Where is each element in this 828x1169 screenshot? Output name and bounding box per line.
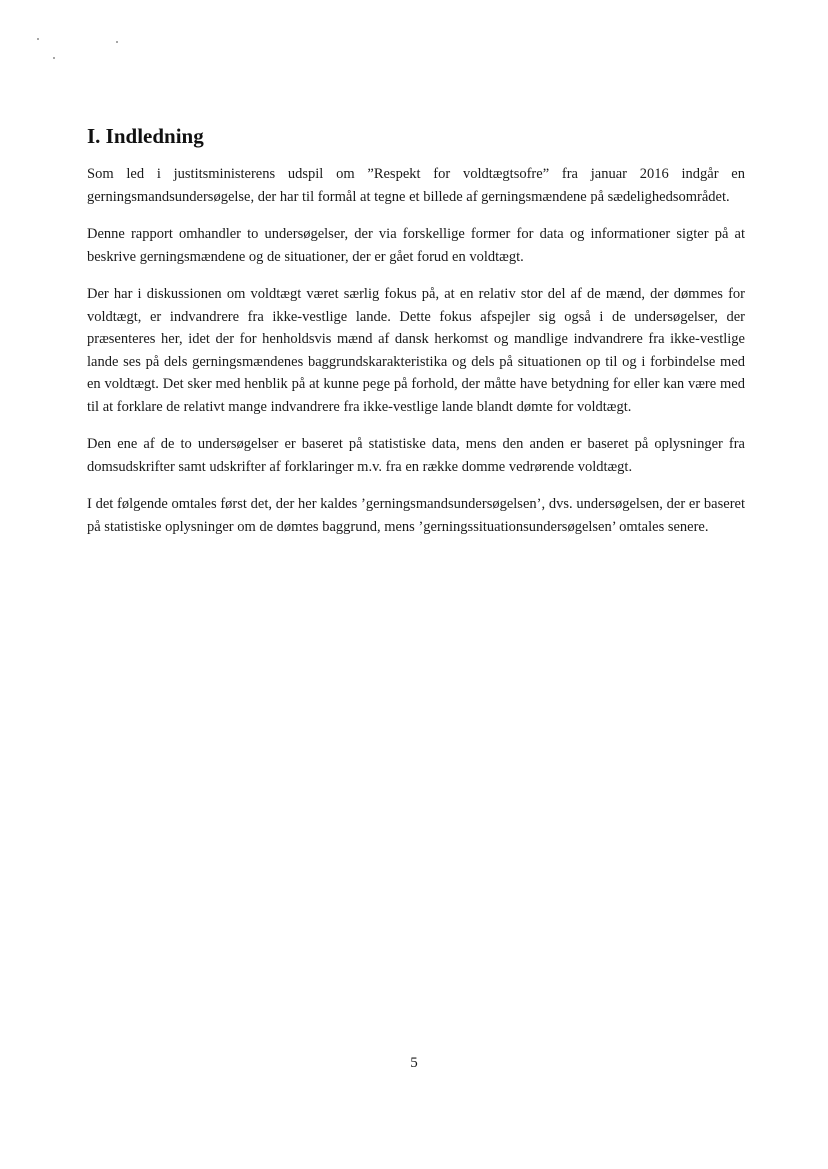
section-heading: I. Indledning (87, 124, 204, 148)
paragraph-data-sources: Den ene af de to undersøgelser er baseret på statistiske data, mens den anden er baseret på oplysninger fra domsudskrifter samt udskrifter af forklaringer m.v. fra en række domme vedrørende voldtægt. (87, 436, 745, 475)
paragraph-report-scope: Denne rapport omhandler to undersøgelser, der via forskellige former for data og informationer sigter på at beskrive gerningsmændene og de situationer, der er gået forud en voldtægt. (87, 226, 745, 265)
paragraph-intro: Som led i justitsministerens udspil om ”Respekt for voldtægtsofre” fra januar 2016 indgår en gerningsmandsundersøgelse, der har til formål at tegne et billede af gerningsmændene på sædelighedsområdet. (87, 166, 745, 205)
page-content (87, 122, 745, 553)
scan-speck (53, 57, 55, 59)
paragraph-outline: I det følgende omtales først det, der her kaldes ’gerningsmandsundersøgelsen’, dvs. undersøgelsen, der er baseret på statistiske oplysninger om de dømtes baggrund, mens ’gerningssituationsundersøgelsen’ omtales senere. (87, 496, 745, 535)
paragraph-focus: Der har i diskussionen om voldtægt været særlig fokus på, at en relativ stor del af de mænd, der dømmes for voldtægt, er indvandrere fra ikke-vestlige lande. Dette fokus afspejler sig også i de undersøgelser, der præsenteres her, idet der for henholdsvis mænd af dansk herkomst og mandlige indvandrere fra ikke-vestlige lande ses på dels gerningsmændenes baggrundskarakteristika og dels på situationen op til og i forbindelse med en voldtægt. Det sker med henblik på at kunne pege på forhold, der måtte have betydning for eller kan være med til at forklare de relativt mange indvandrere fra ikke-vestlige lande blandt dømte for voldtægt. (87, 286, 745, 415)
scan-speck (116, 41, 118, 43)
page-number: 5 (410, 1055, 418, 1071)
scan-speck (37, 38, 39, 40)
